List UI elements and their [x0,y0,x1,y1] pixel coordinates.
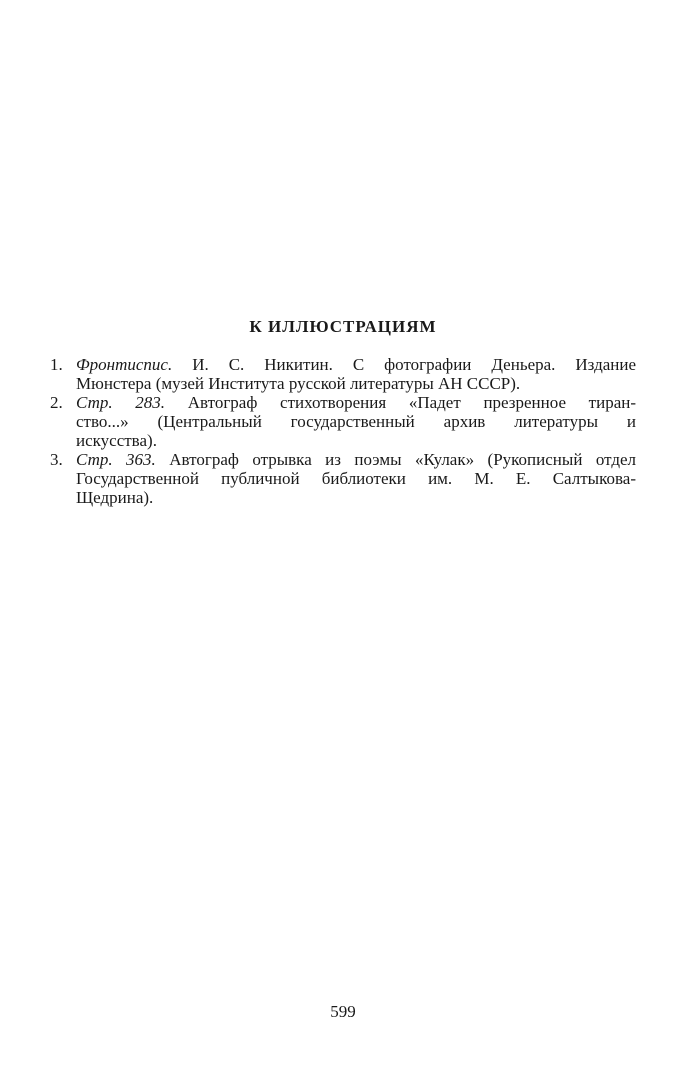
item-text: Автограф стихотворения «Падет презренное тиран- [187,393,637,412]
list-item [50,393,636,450]
item-line [76,355,636,374]
item-line [76,412,636,431]
illustrations-list [50,355,636,507]
item-number: 1. [50,355,63,374]
item-text: И. С. Никитин. С фотографии Деньера. Издание [192,355,637,374]
item-text: Щедрина). [76,488,154,507]
item-line [76,488,636,507]
item-number: 2. [50,393,63,412]
item-text: Мюнстера (музей Института русской литературы АН СССР). [76,374,521,393]
item-reference: Стр. 363. [76,450,156,469]
page-number: 599 [330,1002,356,1021]
item-number: 3. [50,450,63,469]
item-line [76,374,636,393]
item-line [76,393,636,412]
list-item [50,355,636,393]
item-line [76,469,636,488]
item-text: Автограф отрывка из поэмы «Кулак» (Рукописный отдел [169,450,637,469]
list-item [50,450,636,507]
item-text: ство...» (Центральный государственный архив литературы и [76,412,636,431]
item-reference: Стр. 283. [76,393,166,412]
item-line [76,450,636,469]
item-reference: Фронтиспис. [76,355,173,374]
section-heading: К ИЛЛЮСТРАЦИЯМ [249,317,437,336]
item-text: искусства). [76,431,157,450]
item-line [76,431,636,450]
item-text: Государственной публичной библиотеки им. М. Е. Салтыкова- [76,469,636,488]
